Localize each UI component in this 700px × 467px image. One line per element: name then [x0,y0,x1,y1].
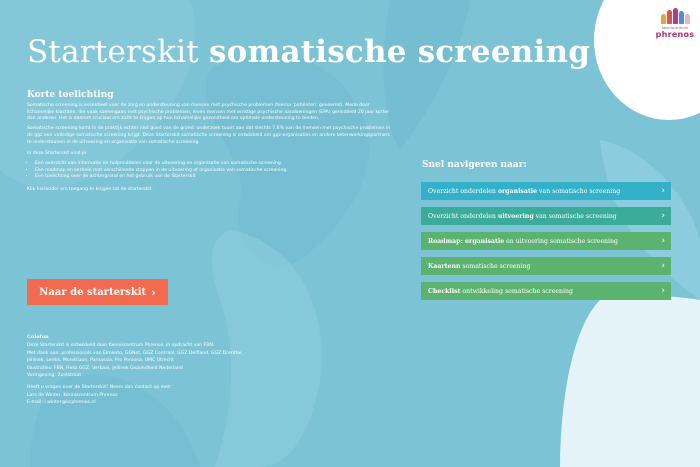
colofon-section [27,334,367,411]
intro-paragraph: Somatische screening komt in de praktijk echter niet goed van de grond: onderzoek toont aan dat slechts 7,6% van de mensen met psychische problemen in de ggz een volledige somatische screening krijgt. Deze Starterskit somatische screening is ontwikkeld om ggz-organisaties en andere ketenwerkingspartners te ondersteunen in de uitvoering en organisatie van somatische screening. [27,126,391,145]
nav-item-label [428,288,573,295]
nav-item-label [428,238,618,245]
chevron-right-icon: › [661,286,665,296]
list-item: • Een toelichting over de achtergrond en het gebruik van de Starterskit [35,174,392,181]
nav-label-bold: uitvoering [497,212,534,220]
nav-label-text: Overzicht onderdelen [428,187,498,195]
colofon-line: Illustraties: FBN, Heliz GGZ, Verbaal, Jellinek Gezondheid Nederland [27,365,183,371]
nav-item-kaarten[interactable] [421,257,671,275]
chevron-right-icon: › [661,186,665,196]
starterskit-button[interactable] [27,279,168,305]
colofon-line: Vormgeving: Zuidstraat [27,373,82,379]
nav-item-checklist[interactable] [421,282,671,300]
nav-label-text: van somatische screening [533,212,617,220]
nav-label-bold: Kaartenn [428,262,461,270]
intro-outro: Klik hieronder om toegang te krijgen tot de starterskit. [27,187,153,193]
nav-label-bold: Roadmap: organisatie [428,237,505,245]
colofon-line: Deze Starterskit is ontwikkeld door Kenniscentrum Phrenos, in opdracht van FBN. [27,343,215,348]
nav-label-bold: Checklist [428,287,461,295]
page-title-bold: somatische screening [208,34,591,70]
intro-list-intro: In deze Starterskit vind je: [27,151,88,157]
nav-item-organisatie[interactable] [421,182,671,200]
intro-list [27,161,392,181]
list-item: • Een overzicht van informatie en hulpmiddelen voor de uitvoering en organisatie van somatische screening. [35,161,392,168]
nav-item-uitvoering[interactable] [421,207,671,225]
logo-subtitle: kenniscentrum [661,26,689,30]
colofon-line: Met dank aan: professionals van Elmento, GGNet, GGZ Centraal, GGZ Delfland, GGZ Drenthe, [27,350,243,356]
colofon-contact-line: Heeft u vragen over de Starterskit? Neem dan contact op met: [27,384,172,390]
list-item: • Een roadmap en kerlrein met verschillende stappen in de uitvoering of organisatie van somatische screening. [35,168,392,175]
quick-nav [421,182,671,307]
page-title-regular: Starterskit [27,34,209,70]
contact-email-link[interactable]: E-mail: l.winter@kcphrenos.nl [27,400,96,406]
chevron-right-icon: › [151,285,156,299]
phrenos-logo[interactable] [650,8,700,48]
nav-item-label [428,263,530,270]
colofon-credits [27,342,367,380]
nav-item-label [428,213,617,220]
nav-item-label [428,188,620,195]
quick-nav-title: Snel navigeren naar: [422,160,527,170]
nav-label-text: Overzicht onderdelen [428,212,498,220]
logo-mark-icon [650,8,700,24]
starterskit-button-label: Naar de starterskit [39,286,147,298]
nav-label-text: somatische screening [460,262,531,270]
colofon-line: Jellinek, Lentis, Mondriaan, Parnassia, Pro Persona, UMC Utrecht [27,358,174,364]
nav-label-text: en uitvoering somatische screening [504,237,618,245]
colofon-contact-line: Lars de Winter, Kenniscentrum Phrenos [27,392,118,398]
logo-name: phrenos [655,30,695,39]
page-title [27,34,590,70]
nav-item-roadmap[interactable] [421,232,671,250]
colofon-heading: Colofon [27,334,49,340]
chevron-right-icon: › [661,211,665,221]
intro-paragraph: Somatische screening is essentieel voor de zorg en ondersteuning van mensen met psychische problemen (hierna ‘patiënten’ genoemd). Mede door lichamelijke klachten, die vaak samengaan met psychische problemen, leven mensen met ernstige psychische aandoeningen (EPA) gemiddeld 20 jaar korter dan anderen. Het is daarom cruciaal om zicht te krijgen op hun lichamelijke gezondheid om optimale ondersteuning te bieden. [27,103,390,122]
colofon-contact [27,384,367,407]
intro-section [27,90,392,197]
nav-label-text: ontwikkeling somatische screening [460,287,573,295]
intro-heading: Korte toelichting [27,90,114,100]
nav-label-text: van somatische screening [537,187,621,195]
chevron-right-icon: › [661,236,665,246]
nav-label-bold: organisatie [497,187,538,195]
chevron-right-icon: › [661,261,665,271]
